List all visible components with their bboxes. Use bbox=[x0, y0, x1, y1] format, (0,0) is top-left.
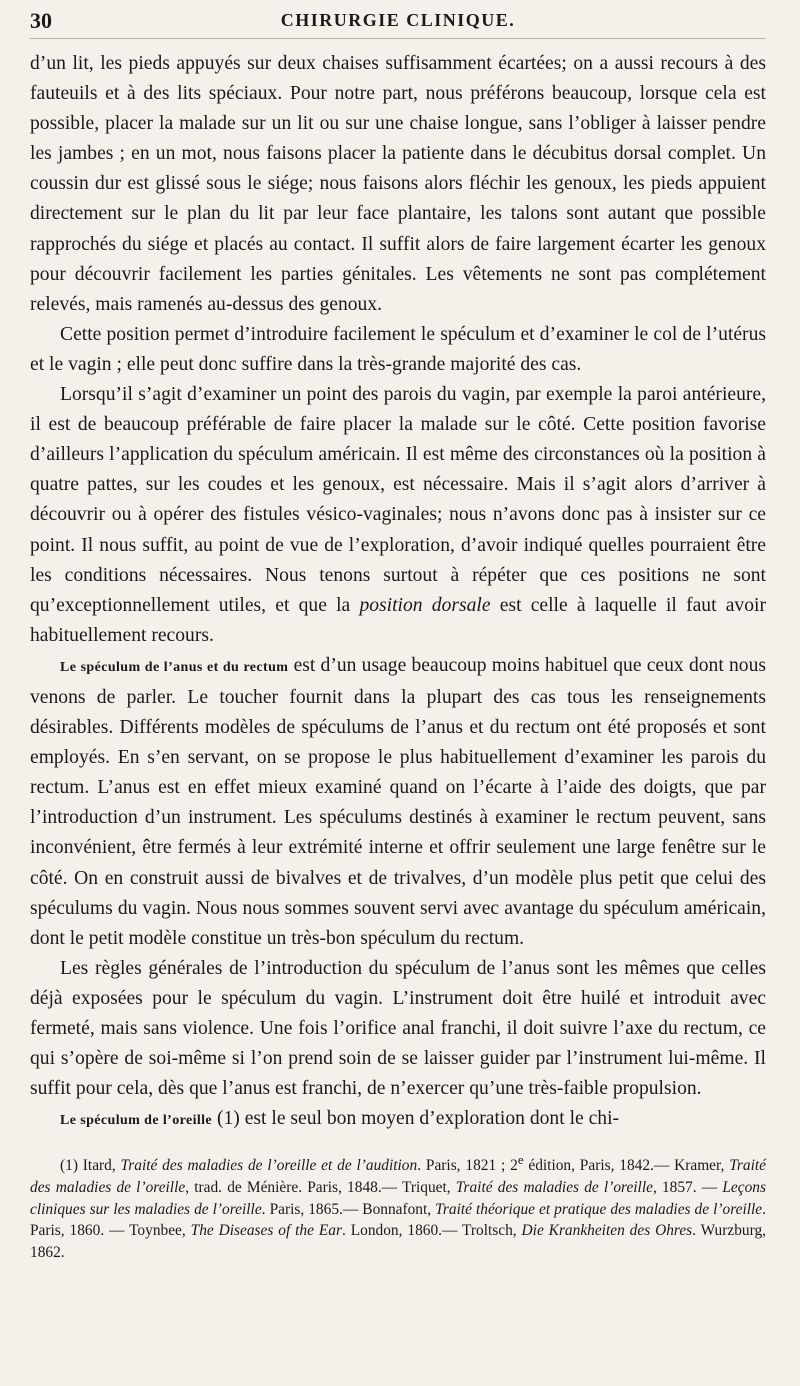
running-head: CHIRURGIE CLINIQUE. bbox=[280, 10, 516, 30]
paragraph-rectal-speculum bbox=[30, 651, 766, 954]
paragraph-position-note: Cette position permet d’introduire facilement le spéculum et d’examiner le col de l’utérus et le vagin ; elle peut donc suffire dans la très-grande majorité des cas. bbox=[30, 323, 766, 375]
text-run: (1) est le seul bon moyen d’exploration dont le chi- bbox=[212, 1108, 620, 1130]
section-heading-rectal-speculum: Le spéculum de l’anus et du rectum bbox=[60, 659, 289, 675]
text-run: . Paris, 1865.— Bonnafont, bbox=[261, 1200, 436, 1218]
citation-title: Traité des maladies de l’oreille bbox=[455, 1179, 653, 1197]
text-run: , trad. de Ménière. Paris, 1848.— Triquet, bbox=[185, 1179, 456, 1197]
paragraph-rectal-rules: Les règles générales de l’introduction du spéculum de l’anus sont les mêmes que celles déjà exposées pour le spéculum du vagin. L’instrument doit être huilé et introduit avec fermeté, mais sans violence. Une fois l’orifice anal franchi, il doit suivre l’axe du rectum, ce qui s’opère de soi-même si l’on prend soin de se laisser guider par l’instrument lui-même. Il suffit pour cela, dès que l’anus est franchi, de n’exercer qu’une très-faible propulsion. bbox=[30, 957, 766, 1100]
text-run: Lorsqu’il s’agit d’examiner un point des parois du vagin, par exemple la paroi antérieure, il est de beaucoup préférable de faire placer la malade sur le côté. Cette position favorise d’ailleurs l’application du spéculum américain. Il est même des circonstances où la position à quatre pattes, sur les coudes et les genoux, est nécessaire. Mais il s’agit alors d’arriver à découvrir ou à opérer des fistules vésico-vaginales; nous n’avons donc pas à insister sur ce point. Il nous suffit, au point de vue de l’exploration, d’avoir indiqué quelles pourraient être les conditions nécessaires. Nous tenons surtout à répéter que ces positions ne sont qu’exceptionnellement utiles, et que la bbox=[30, 384, 766, 616]
paragraph-lateral-position bbox=[30, 380, 766, 651]
text-run: . Wurzburg, 1862. bbox=[30, 1222, 766, 1261]
emphasis-position-dorsale: position dorsale bbox=[359, 594, 491, 616]
page-header bbox=[30, 8, 766, 39]
text-run: . Paris, 1860. — Toynbee, bbox=[30, 1200, 766, 1240]
citation-title: Traité des maladies de l’oreille bbox=[30, 1157, 766, 1197]
text-run: . London, 1860.— Troltsch, bbox=[341, 1222, 522, 1240]
footnotes bbox=[30, 1150, 766, 1263]
paragraph-ear-speculum bbox=[30, 1104, 766, 1136]
text-run: est celle à laquelle il faut avoir habituellement recours. bbox=[30, 594, 766, 646]
citation-title: Die Krankheiten des Ohres bbox=[521, 1222, 693, 1240]
text-run: , 1857. — bbox=[652, 1179, 723, 1197]
section-heading-ear-speculum: Le spéculum de l’oreille bbox=[60, 1113, 213, 1129]
paragraph-continued: d’un lit, les pieds appuyés sur deux chaises suffisamment écartées; on a aussi recours à des fauteuils et à des lits spéciaux. Pour notre part, nous préférons beaucoup, lorsque cela est possible, placer la malade sur un lit ou sur une chaise longue, sans l’obliger à laisser pendre les jambes ; en un mot, nous faisons placer la patiente dans le décubitus dorsal complet. Un coussin dur est glissé sous le siége; nous faisons alors fléchir les genoux, les pieds appuient directement sur le plan du lit par leur face plantaire, les talons sont autant que possible rapprochés du siége et placés au contact. Il suffit alors de faire largement écarter les genoux pour découvrir facilement les parties génitales. Les vêtements ne sont pas complétement relevés, mais ramenés au-dessus des genoux. bbox=[30, 53, 766, 315]
citation-title: Leçons cliniques sur les maladies de l’oreille bbox=[30, 1179, 766, 1218]
superscript: e bbox=[517, 1153, 524, 1168]
text-run: édition, Paris, 1842.— Kramer, bbox=[523, 1157, 730, 1175]
page-number: 30 bbox=[30, 8, 52, 33]
footnote-1 bbox=[30, 1150, 766, 1263]
citation-title: Traité théorique et pratique des maladies de l’oreille bbox=[435, 1200, 763, 1218]
text-run: . Paris, 1821 ; 2 bbox=[417, 1157, 518, 1175]
citation-title: Traité des maladies de l’oreille et de l’audition bbox=[120, 1157, 418, 1175]
text-run: est d’un usage beaucoup moins habituel que ceux dont nous venons de parler. Le toucher fournit dans la plupart des cas tous les renseignements désirables. Différents modèles de spéculums de l’anus et du rectum ont été proposés et sont employés. En s’en servant, on se propose le plus habituellement d’examiner les parois du rectum. L’anus est en effet mieux examiné quand on l’écarte à l’aide des doigts, que par l’introduction d’un instrument. Les spéculums destinés à examiner le rectum peuvent, sans inconvénient, être fermés à leur extrémité interne et offrir seulement une large fenêtre sur le côté. On en construit aussi de bivalves et de trivalves, d’un modèle plus petit que celui des spéculums du vagin. Nous nous sommes souvent servi avec avantage du spéculum américain, dont le petit modèle constitue un très-bon spéculum du rectum. bbox=[30, 654, 767, 949]
footnote-marker: (1) Itard, bbox=[60, 1157, 121, 1175]
citation-title: The Diseases of the Ear bbox=[190, 1222, 342, 1240]
body-text bbox=[30, 49, 766, 1136]
